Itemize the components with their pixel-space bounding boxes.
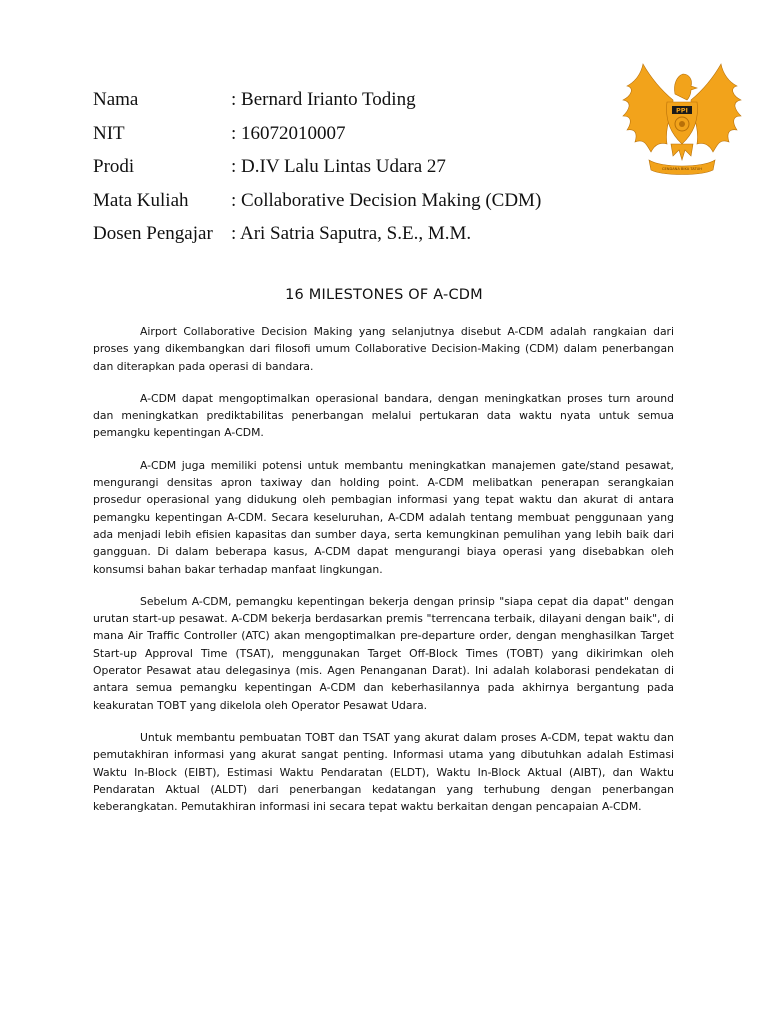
body-paragraph: A-CDM dapat mengoptimalkan operasional bandara, dengan meningkatkan proses turn around dan meningkatkan prediktabilitas penerbangan melalui pertukaran data waktu nyata untuk semua pemangku kepentingan A-CDM. bbox=[93, 391, 674, 440]
identity-value: : 16072010007 bbox=[231, 122, 346, 144]
body-paragraph: Sebelum A-CDM, pemangku kepentingan bekerja dengan prinsip "siapa cepat dia dapat" dengan urutan start-up pesawat. A-CDM bekerja berdasarkan premis "terrencana terbaik, dilayani dengan baik", di mana Air Traffic Controller (ATC) akan mengoptimalkan pre-departure order, dengan menghasilkan Target Start-up Approval Time (TSAT), menggunakan Target Off-Block Times (TOBT) yang dikirimkan oleh Operator Pesawat atau delegasinya (mis. Agen Penanganan Darat). Ini adalah kolaborasi pendekatan di antara semua pemangku kepentingan A-CDM dan keberhasilannya pada akhirnya bergantung pada keakuratan TOBT yang dikelola oleh Operator Pesawat Udara. bbox=[93, 594, 674, 712]
identity-label: Dosen Pengajar bbox=[93, 223, 213, 244]
identity-value: : Bernard Irianto Toding bbox=[231, 89, 416, 110]
identity-value: : Ari Satria Saputra, S.E., M.M. bbox=[231, 223, 472, 244]
identity-label: NIT bbox=[93, 122, 125, 144]
identity-row-prodi bbox=[93, 153, 613, 187]
logo-motto: CENDANA BIKA TATUH bbox=[662, 167, 702, 171]
logo-text: PPI bbox=[676, 106, 688, 115]
student-identity bbox=[93, 86, 613, 254]
identity-row-course bbox=[93, 187, 613, 221]
identity-value: : D.IV Lalu Lintas Udara 27 bbox=[231, 156, 446, 177]
document-body bbox=[93, 323, 674, 830]
identity-row-nit bbox=[93, 120, 613, 154]
body-paragraph: A-CDM juga memiliki potensi untuk membantu meningkatkan manajemen gate/stand pesawat, mengurangi densitas apron taxiway dan holding point. A-CDM melibatkan penerapan serangkaian prosedur operasional yang didukung oleh pembagian informasi yang tepat waktu dan akurat di antara pemangku kepentingan A-CDM. Secara keseluruhan, A-CDM adalah tentang membuat penggunaan yang ada menjadi lebih efisien kapasitas dan sumber daya, serta kemungkinan pemulihan yang lebih baik dari gangguan. Di dalam beberapa kasus, A-CDM dapat mengurangi biaya operasi yang disebabkan oleh konsumsi bahan bakar terhadap manfaat lingkungan. bbox=[93, 458, 674, 576]
identity-row-name bbox=[93, 86, 613, 120]
identity-label: Prodi bbox=[93, 156, 135, 177]
identity-label: Nama bbox=[93, 89, 139, 110]
body-paragraph: Untuk membantu pembuatan TOBT dan TSAT yang akurat dalam proses A-CDM, tepat waktu dan pemutakhiran informasi yang akurat sangat penting. Informasi utama yang dibutuhkan adalah Estimasi Waktu In-Block (EIBT), Estimasi Waktu Pendaratan (ELDT), Waktu In-Block Aktual (AIBT), dan Waktu Pendaratan Aktual (ALDT) dari penerbangan kedatangan yang terhubung dengan penerbangan keberangkatan. Pemutakhiran informasi ini secara tepat waktu berkaitan dengan pencapaian A-CDM. bbox=[93, 730, 674, 814]
document-title: 16 MILESTONES OF A-CDM bbox=[285, 287, 483, 303]
identity-label: Mata Kuliah bbox=[93, 189, 189, 211]
eagle-emblem-icon bbox=[621, 60, 743, 178]
body-paragraph: Airport Collaborative Decision Making yang selanjutnya disebut A-CDM adalah rangkaian dari proses yang dikembangkan dari filosofi umum Collaborative Decision-Making (CDM) dalam penerbangan dan diterapkan pada operasi di bandara. bbox=[93, 325, 674, 373]
identity-value: : Collaborative Decision Making (CDM) bbox=[231, 189, 542, 211]
identity-row-lecturer bbox=[93, 220, 613, 254]
